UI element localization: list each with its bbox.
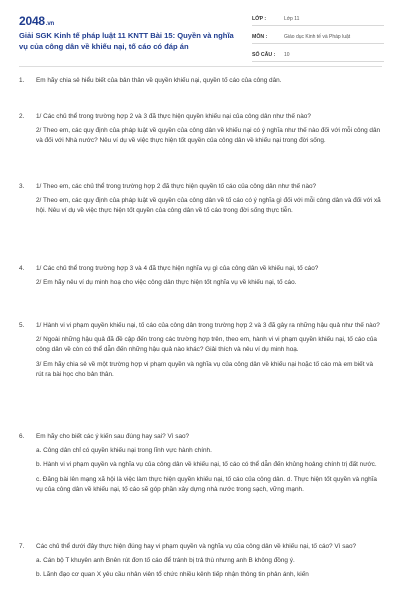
meta-grade-label: LỚP : <box>252 15 267 22</box>
header-divider <box>19 66 382 67</box>
brand-logo[interactable] <box>19 14 54 28</box>
meta-count-label: SỐ CÂU : <box>252 51 276 58</box>
page-header <box>0 0 400 62</box>
question-option: b. Hành vi vi phạm quyền và nghĩa vụ của công dân về khiếu nại, tố cáo có thể dẫn đến khủng hoảng chính trị đất nước. <box>36 461 377 469</box>
question-text: 3/ Em hãy chia sẻ về một trường hợp vi phạm quyền và nghĩa vụ của công dân về khiếu nại hoặc tố cáo mà em biết và rút ra bài học cho bản thân. <box>36 360 373 378</box>
question-text: 2/ Em hãy nêu ví dụ minh hoạ cho việc công dân thực hiện tốt nghĩa vụ về khiếu nại, tố cáo. <box>36 279 297 287</box>
question-text: 1/ Hành vi vi phạm quyền khiếu nại, tố cáo của công dân trong trường hợp 2 và 3 đã gây ra những hậu quả như thế nào? <box>36 322 380 329</box>
document-title: Giải SGK Kinh tế pháp luật 11 KNTT Bài 15: Quyền và nghĩa vụ của công dân về khiếu nại, tố cáo có đáp án <box>19 31 234 51</box>
meta-grade-value: Lớp 11 <box>284 15 300 22</box>
question-number: 4. <box>19 265 25 272</box>
question-body <box>36 432 382 499</box>
question-text: Em hãy chia sẻ hiểu biết của bản thân về quyền khiếu nại, quyền tố cáo của công dân. <box>36 77 282 84</box>
question-body <box>36 76 382 90</box>
meta-subject-value: Giáo dục Kinh tế và Pháp luật <box>284 33 351 40</box>
question-body <box>36 321 382 384</box>
question-option: c. Đăng bài lên mạng xã hội là việc làm thực hiện quyền khiếu nại, tố cáo của công dân. d. Thực hiện tốt quyền và nghĩa vụ của công dân về khiếu nại, tố cáo sẽ góp phần xây dựng nhà nước trong sạch, vững mạnh. <box>36 475 377 493</box>
question-option: b. Lãnh đạo cơ quan X yêu cầu nhân viên tổ chức nhiều kênh tiếp nhận thông tin phản ánh, kiến <box>36 571 309 579</box>
question-body <box>36 542 382 585</box>
question-number: 3. <box>19 183 25 190</box>
meta-subject-row <box>252 30 384 44</box>
question-number: 7. <box>19 543 25 550</box>
question-text: 2/ Theo em, các quy định của pháp luật về quyền của công dân về khiếu nại có ý nghĩa như thế nào đối với mỗi công dân và đối với Nhà nước? Nêu ví dụ về việc thực hiện tốt quyền của công dân về khiếu nại trong đời sống. <box>36 127 381 145</box>
question-option: a. Công dân chỉ có quyền khiếu nại trong lĩnh vực hành chính. <box>36 447 212 455</box>
meta-count-row <box>252 48 384 62</box>
question-body <box>36 112 382 151</box>
brand-name: 2048 <box>19 14 45 28</box>
meta-grade-row <box>252 12 384 26</box>
question-text: 1/ Các chủ thể trong trường hợp 2 và 3 đã thực hiện quyền khiếu nại của công dân như thế nào? <box>36 113 311 120</box>
question-number: 6. <box>19 433 25 440</box>
question-text: Em hãy cho biết các ý kiến sau đúng hay sai? Vì sao? <box>36 433 190 440</box>
question-number: 2. <box>19 113 25 120</box>
question-body <box>36 182 382 221</box>
question-text: 2/ Ngoài những hậu quả đã đề cập đến trong các trường hợp trên, theo em, hành vi vi phạm quyền khiếu nại, tố cáo của công dân về còn có thể dẫn đến những hậu quả nào khác? Giải thích và nêu ví dụ minh hoạ. <box>36 336 377 354</box>
question-text: 1/ Các chủ thể trong trường hợp 3 và 4 đã thực hiện nghĩa vụ gì của công dân về khiếu nại, tố cáo? <box>36 265 319 272</box>
question-number: 5. <box>19 322 25 329</box>
question-number: 1. <box>19 77 25 84</box>
meta-subject-label: MÔN : <box>252 33 268 40</box>
meta-count-value: 10 <box>284 51 290 58</box>
question-text: 2/ Theo em, các quy định của pháp luật về quyền của công dân về tố cáo có ý nghĩa gì đối với mỗi công dân và đối với xã hội. Nêu ví dụ về việc thực hiện tốt quyền của công dân về tố cáo trong đời sống thực tiễn. <box>36 197 381 215</box>
question-text: 1/ Theo em, các chủ thể trong trường hợp 2 đã thực hiện quyền tố cáo của công dân như thế nào? <box>36 183 317 190</box>
question-text: Các chủ thể dưới đây thực hiện đúng hay vi phạm quyền và nghĩa vụ của công dân về khiếu nại, tố cáo? Vì sao? <box>36 543 357 550</box>
document-meta <box>252 12 384 66</box>
question-body <box>36 264 382 292</box>
question-option: a. Cán bộ T khuyên anh Bnên rút đơn tố cáo để tránh bị trả thù nhưng anh B không đồng ý. <box>36 557 295 565</box>
brand-tld: .vn <box>45 21 54 27</box>
